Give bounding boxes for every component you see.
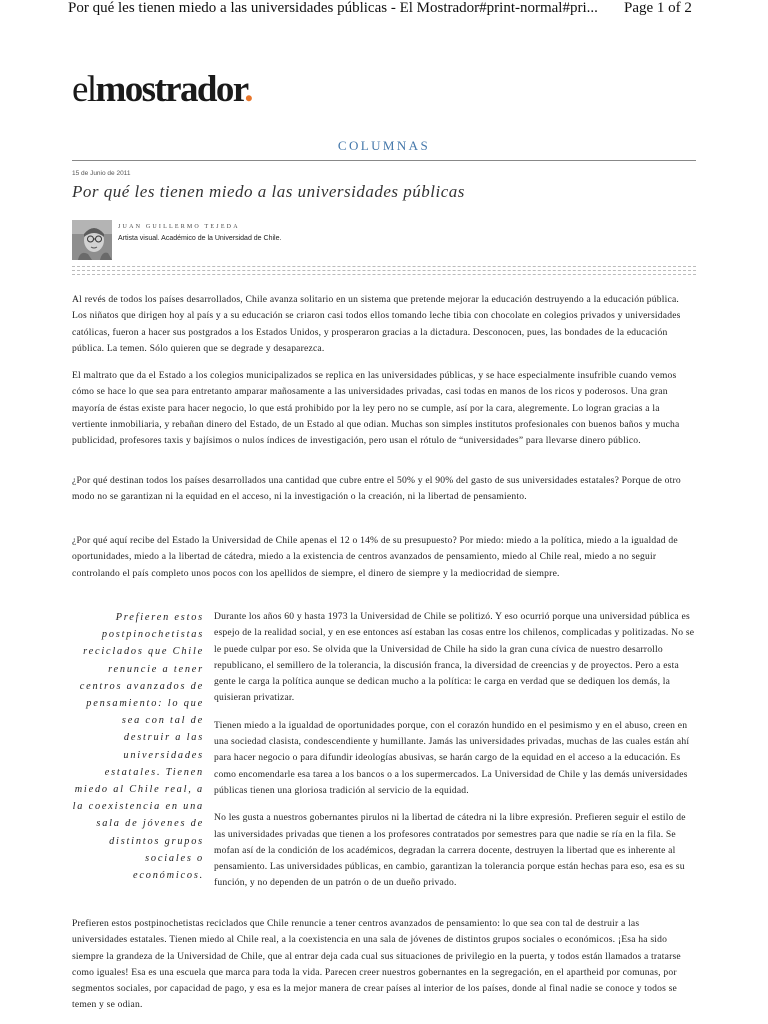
el-mostrador-logo[interactable] <box>72 68 252 112</box>
print-header-title: Por qué les tienen miedo a las universidades públicas - El Mostrador#print-normal#pri... <box>68 0 598 16</box>
body-paragraph-4: ¿Por qué aquí recibe del Estado la Universidad de Chile apenas el 12 o 14% de su presupuesto? Por miedo: miedo a la política, miedo a la igualdad de oportunidades, miedo a la libertad de cátedra, miedo a la existencia de centros avanzados de pensamiento, miedo al Chile real, miedo a no seguir controlando el país completo unos pocos con los apellidos de siempre, el dinero de siempre y la mediocridad de siempre. <box>72 535 678 579</box>
author-divider-mid <box>72 270 696 271</box>
article-date: 15 de Junio de 2011 <box>72 170 131 177</box>
author-divider-bottom <box>72 274 696 275</box>
body-paragraph-3: ¿Por qué destinan todos los países desarrollados una cantidad que cubre entre el 50% y el 90% del gasto de sus universidades estatales? Porque de otro modo no se garantizan ni la equidad en el acceso, ni la investigación o la creación, ni la libertad de pensamiento. <box>72 475 681 503</box>
print-header-page-number: Page 1 of 2 <box>624 0 692 16</box>
author-photo <box>72 220 112 260</box>
section-divider <box>72 160 696 161</box>
author-portrait-image <box>72 220 112 260</box>
body-paragraph-6: Tienen miedo a la igualdad de oportunidades porque, con el corazón hundido en el pesimismo y en el abuso, creen en una sociedad clasista, condescendiente y humillante. Jamás las universidades privadas, muchas de las cuales están ahí para hacer negocio o para difundir ideologías abusivas, se harán cargo de la equidad en el acceso a la educación. Es como encomendarle esa tarea a los bancos o a los supermercados. La Universidad de Chile y las demás universidades públicas tienen una gloriosa tradición al servicio de la equidad. <box>214 719 690 796</box>
print-header <box>0 0 768 18</box>
logo-text-el: el <box>72 69 96 110</box>
logo-dot: . <box>244 69 252 110</box>
body-paragraph-5: Durante los años 60 y hasta 1973 la Universidad de Chile se politizó. Y eso ocurrió porque una universidad pública es espejo de la realidad social, y en ese entonces así estaban las cosas entre los chilenos, complicadas y politizadas. No se le puede culpar por eso. Se olvida que la Universidad de Chile ha sido la gran cuna cívica de nuestro desarrollo republicano, el semillero de la tolerancia, la discusión franca, la diversidad de creencias y de proyectos. Pero a esta gente le carga la política aunque se dedican mucho a la política: le carga en verdad que se dediquen los demás, la quisieran privatizar. <box>214 611 695 704</box>
logo-text-mostrador: mostrador <box>95 69 245 110</box>
body-with-pullquote <box>72 609 696 903</box>
body-paragraph-8: Prefieren estos postpinochetistas reciclados que Chile renuncie a tener centros avanzados de pensamiento: lo que sea con tal de destruir a las universidades estatales. Tienen miedo al Chile real, a la coexistencia en una sala de jóvenes de distintos grupos sociales o económicos. ¡Esa ha sido siempre la grandeza de la Universidad de Chile, que al entrar deja cada cual sus situaciones de privilegio en la puerta, y todos están llamados a tratarse como iguales! Esa es una escuela que marca para toda la vida. Parecen creer nuestros gobernantes en la segregación, en el apartheid por comunas, por segmentos sociales, por capacidad de pago, y esa es la mejor manera de crear países al interior de los países, donde al final nadie se conoce y todos se temen y se odian. <box>72 918 681 1011</box>
body-paragraph-2: El maltrato que da el Estado a los colegios municipalizados se replica en las universidades públicas, y se hace especialmente insufrible cuando vemos cómo se hace lo que sea para entretanto amparar mañosamente a las universidades privadas, casi todas en manos de los ricos y poderosos. Una gran mayoría de éstas existe para hacer negocio, lo que está prohibido por la ley pero no se cumple, así por la cara, alegremente. Lo logran gracias a la vertiente inmobiliaria, y rebañan dinero del Estado, de un Estado al que odian. Muchas son simples institutos profesionales con buenos baños y mucha publicidad, profesores taxis y bajísimos o nulos índices de investigación, pero usan el rótulo de “universidades” para llevarse dinero público. <box>72 370 680 447</box>
article-title: Por qué les tienen miedo a las universidades públicas <box>72 182 465 201</box>
pull-quote: Prefieren estos postpinochetistas reciclados que Chile renuncie a tener centros avanzados de pensamiento: lo que sea con tal de destruir a las universidades estatales. Tienen miedo al Chile real, a la coexistencia en una sala de jóvenes de distintos grupos sociales o económicos. <box>72 612 204 882</box>
author-bio: Artista visual. Académico de la Universidad de Chile. <box>118 235 282 242</box>
author-divider-top <box>72 266 696 267</box>
author-name[interactable]: JUAN GUILLERMO TEJEDA <box>118 224 240 230</box>
body-paragraph-1: Al revés de todos los países desarrollados, Chile avanza solitario en un sistema que pretende mejorar la educación destruyendo a la educación pública. Los niñatos que dirigen hoy al país y a su educación se criaron casi todos ellos tomando leche tibia con chocolate en colegios privados y universidades católicas, fueron a hacer sus postgrados a los Estados Unidos, y prosperaron gracias a la dictadura. Desconocen, pues, las bondades de la educación pública. La temen. Sólo quieren que se degrade y desaparezca. <box>72 294 681 354</box>
body-paragraph-7: No les gusta a nuestros gobernantes pirulos ni la libertad de cátedra ni la libre expresión. Prefieren seguir el estilo de las universidades privadas que tienen a los profesores contratados por semestres para que nadie se ría en la fila. Se mofan así de la condición de los académicos, degradan la carrera docente, destruyen la libertad que es inherente al pensamiento. Las universidades públicas, en cambio, garantizan la tolerancia porque están hechas para eso, esa es su función, y no dependen de un patrón o de un dueño privado. <box>214 812 686 889</box>
section-label[interactable]: COLUMNAS <box>337 138 431 153</box>
